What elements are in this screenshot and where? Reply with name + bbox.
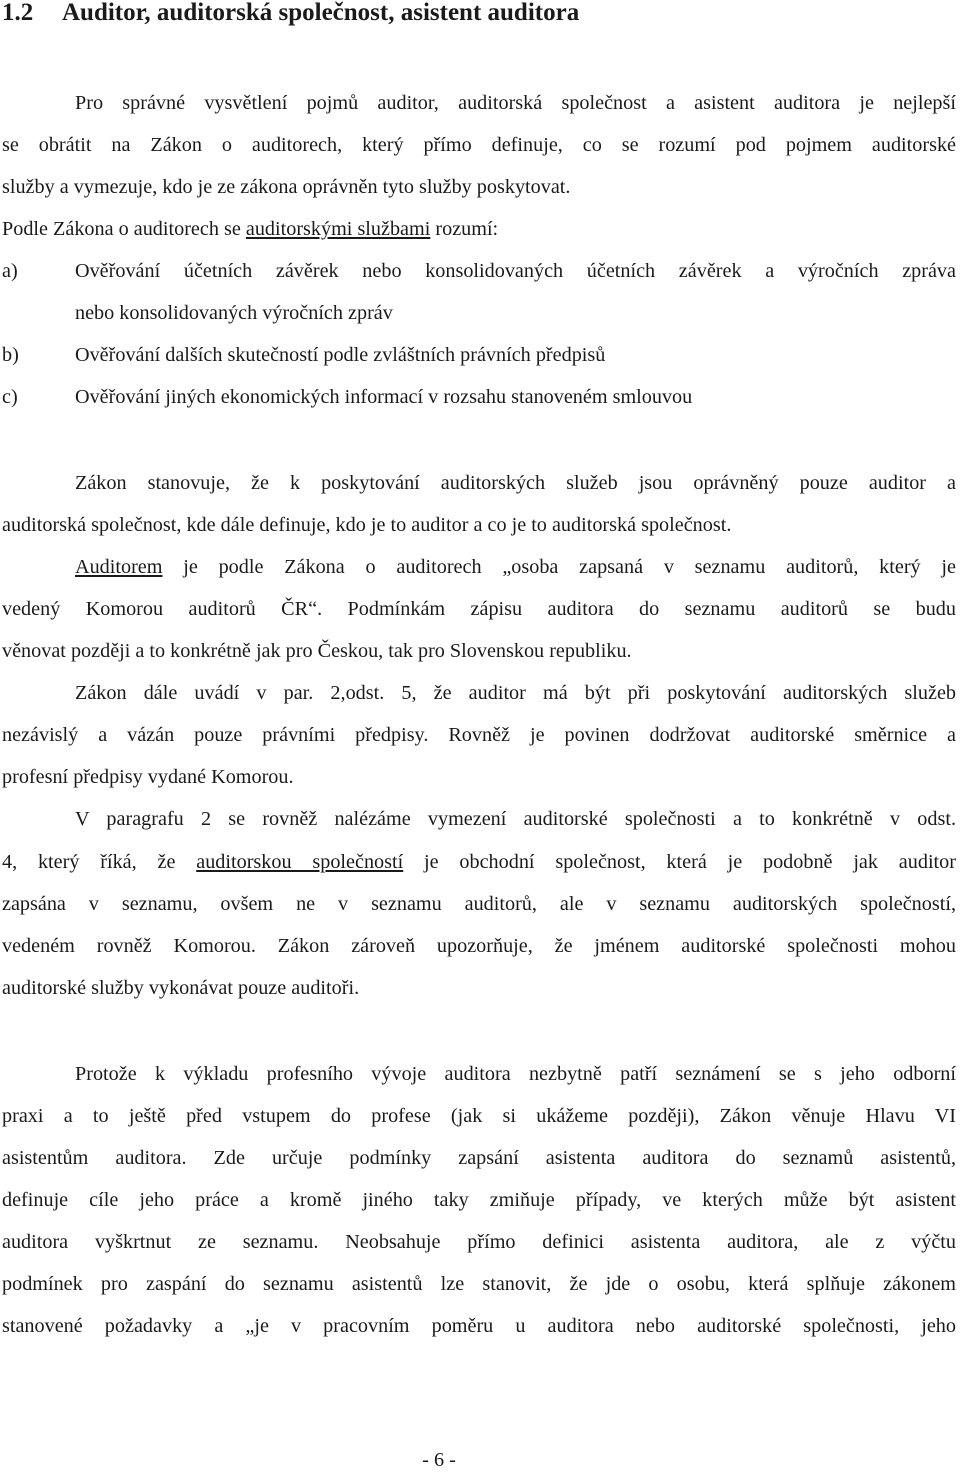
para4-line3: profesní předpisy vydané Komorou. (2, 766, 294, 788)
section-heading (2, 0, 579, 28)
section-title: Auditor, auditorská společnost, asistent auditora (62, 0, 580, 26)
para5-line2 (2, 849, 956, 875)
list-item-b (2, 342, 956, 368)
list-item-text: Ověřování účetních závěrek nebo konsolidovaných účetních závěrek a výročních zpráva (75, 260, 956, 282)
list-marker: b) (2, 344, 19, 366)
para2-intro (2, 216, 956, 242)
para2-intro-tail: rozumí: (430, 218, 499, 240)
list-item-c (2, 384, 956, 410)
para6-line2: praxi a to ještě před vstupem do profese (jak si ukážeme později), Zákon věnuje Hlavu VI (2, 1105, 956, 1127)
para5-line5: auditorské služby vykonávat pouze auditoři. (2, 977, 360, 999)
para1-line3: služby a vymezuje, kdo je ze zákona oprávněn tyto služby poskytovat. (2, 176, 571, 198)
para6-line1: Protože k výkladu profesního vývoje auditora nezbytně patří seznámení se s jeho odborní (75, 1063, 956, 1085)
list-marker: c) (2, 386, 18, 408)
para5-line3: zapsána v seznamu, ovšem ne v seznamu auditorů, ale v seznamu auditorských společností, (2, 893, 956, 915)
page-footer (0, 1447, 960, 1473)
para6-line7: stanovené požadavky a „je v pracovním poměru u auditora nebo auditorské společnosti, jeho (2, 1315, 956, 1337)
page-number: - 6 - (422, 1449, 456, 1471)
para6-line3: asistentům auditora. Zde určuje podmínky zapsání asistenta auditora do seznamů asistentů, (2, 1147, 956, 1169)
para3-line4: vedený Komorou auditorů ČR“. Podmínkám zápisu auditora do seznamu auditorů se budu (2, 598, 956, 620)
para4-line1: Zákon dále uvádí v par. 2,odst. 5, že auditor má být při poskytování auditorských služeb (75, 682, 956, 704)
para1-line1: Pro správné vysvětlení pojmů auditor, auditorská společnost a asistent auditora je nejlepší (75, 92, 956, 114)
term-auditorske-sluzby: auditorskými službami (245, 218, 431, 240)
term-auditor: Auditorem (75, 556, 163, 578)
para3-line3 (75, 554, 956, 580)
para1-line2: se obrátit na Zákon o auditorech, který přímo definuje, co se rozumí pod pojmem auditorské (2, 134, 956, 156)
para6-line4: definuje cíle jeho práce a kromě jiného taky zmiňuje případy, ve kterých může být asistent (2, 1189, 956, 1211)
list-item-a-cont: nebo konsolidovaných výročních zpráv (75, 302, 393, 324)
list-item-text: Ověřování dalších skutečností podle zvláštních právních předpisů (75, 344, 606, 366)
para2-intro-text: Podle Zákona o auditorech se (2, 218, 246, 240)
para3-line1: Zákon stanovuje, že k poskytování auditorských služeb jsou oprávněný pouze auditor a (75, 472, 956, 494)
list-item-a (2, 258, 956, 284)
term-auditorska-spolecnost: auditorskou společností (196, 851, 404, 873)
para6-line5: auditora vyškrtnut ze seznamu. Neobsahuje přímo definici asistenta auditora, ale z výčtu (2, 1231, 956, 1253)
para4-line2: nezávislý a vázán pouze právními předpisy. Rovněž je povinen dodržovat auditorské směrnice a (2, 724, 956, 746)
para6-line6: podmínek pro zaspání do seznamu asistentů lze stanovit, že jde o osobu, která splňuje zákonem (2, 1273, 956, 1295)
list-marker: a) (2, 260, 18, 282)
para3-line2: auditorská společnost, kde dále definuje, kdo je to auditor a co je to auditorská společnost. (2, 514, 732, 536)
para5-line1: V paragrafu 2 se rovněž nalézáme vymezení auditorské společnosti a to konkrétně v odst. (75, 808, 956, 830)
para3-line3-text: je podle Zákona o auditorech „osoba zapsaná v seznamu auditorů, který je (162, 556, 956, 578)
para3-line5: věnovat později a to konkrétně jak pro Českou, tak pro Slovenskou republiku. (2, 640, 632, 662)
list-item-text: Ověřování jiných ekonomických informací v rozsahu stanoveném smlouvou (75, 386, 693, 408)
para5-line2-text: 4, který říká, že (2, 851, 197, 873)
section-number: 1.2 (2, 0, 34, 26)
para5-line2-tail: je obchodní společnost, která je podobně jak auditor (403, 851, 956, 873)
para5-line4: vedeném rovněž Komorou. Zákon zároveň upozorňuje, že jménem auditorské společnosti mohou (2, 935, 956, 957)
